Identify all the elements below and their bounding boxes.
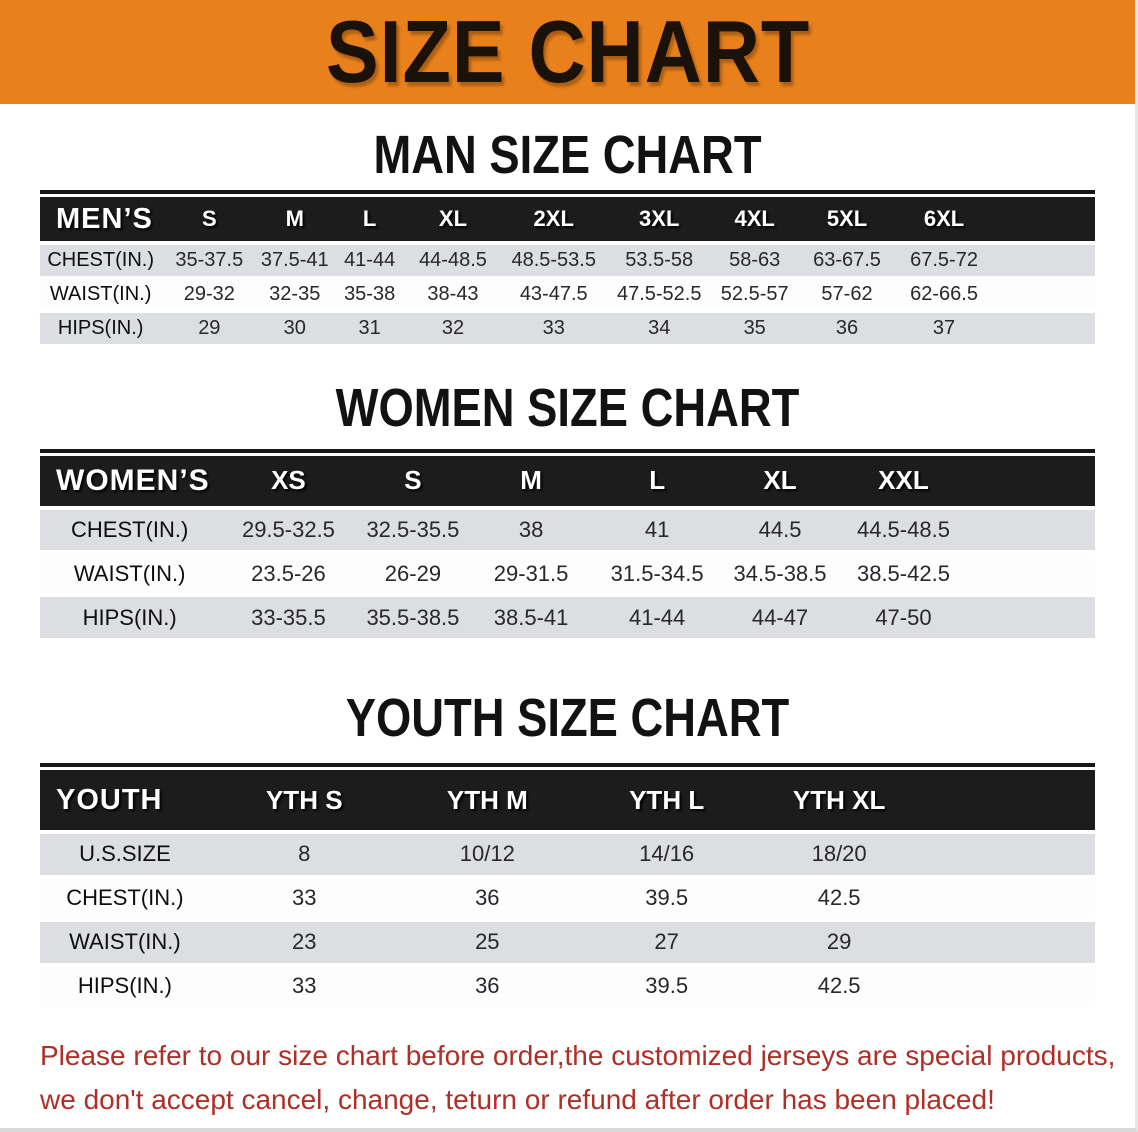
size-cell: 42.5 <box>757 876 921 920</box>
spacer-cell <box>967 552 1095 596</box>
size-column-header: 3XL <box>609 197 710 243</box>
size-cell: 57-62 <box>800 277 895 311</box>
size-cell: 52.5-57 <box>710 277 800 311</box>
size-cell: 35 <box>710 311 800 345</box>
size-column-header: XL <box>407 197 499 243</box>
spacer-cell <box>921 770 1095 832</box>
size-cell: 10/12 <box>399 832 576 876</box>
men-size-table <box>40 190 1095 347</box>
size-column-header: XL <box>720 456 839 508</box>
size-cell: 35-37.5 <box>161 243 257 277</box>
table-row <box>40 243 1095 277</box>
size-column-header: L <box>594 456 721 508</box>
men-section-heading: MAN SIZE CHART <box>373 125 762 185</box>
spacer-cell <box>994 197 1095 243</box>
size-cell: 44.5 <box>720 508 839 552</box>
size-cell: 37 <box>894 311 993 345</box>
size-cell: 48.5-53.5 <box>499 243 609 277</box>
table-corner-label: WOMEN’S <box>40 456 219 508</box>
size-cell: 32 <box>407 311 499 345</box>
size-cell: 53.5-58 <box>609 243 710 277</box>
table-corner-label: YOUTH <box>40 770 210 832</box>
size-column-header: 5XL <box>800 197 895 243</box>
spacer-cell <box>921 876 1095 920</box>
size-cell: 41 <box>594 508 721 552</box>
table-corner-label: MEN’S <box>40 197 161 243</box>
note-line: Please refer to our size chart before order,the customized jerseys are special products, <box>40 1039 1116 1071</box>
size-column-header: 4XL <box>710 197 800 243</box>
size-cell: 35.5-38.5 <box>358 596 469 640</box>
size-column-header: XS <box>219 456 357 508</box>
measure-row-label: HIPS(IN.) <box>40 311 161 345</box>
table-row <box>40 920 1095 964</box>
size-cell: 42.5 <box>757 964 921 1008</box>
youth-size-table <box>40 763 1095 1010</box>
size-cell: 58-63 <box>710 243 800 277</box>
spacer-cell <box>921 920 1095 964</box>
size-cell: 27 <box>576 920 757 964</box>
size-cell: 44-47 <box>720 596 839 640</box>
size-charts <box>0 125 1135 1010</box>
size-cell: 39.5 <box>576 964 757 1008</box>
youth-section-heading: YOUTH SIZE CHART <box>345 688 790 748</box>
size-cell: 31 <box>332 311 407 345</box>
spacer-cell <box>994 277 1095 311</box>
size-cell: 31.5-34.5 <box>594 552 721 596</box>
measure-row-label: CHEST(IN.) <box>40 243 161 277</box>
size-cell: 33 <box>499 311 609 345</box>
measure-row-label: CHEST(IN.) <box>40 508 219 552</box>
size-cell: 62-66.5 <box>894 277 993 311</box>
size-cell: 35-38 <box>332 277 407 311</box>
youth-size-section <box>0 688 1135 1010</box>
size-cell: 29 <box>757 920 921 964</box>
table-row <box>40 832 1095 876</box>
spacer-cell <box>994 311 1095 345</box>
size-column-header: YTH L <box>576 770 757 832</box>
size-column-header: M <box>257 197 332 243</box>
size-cell: 63-67.5 <box>800 243 895 277</box>
size-column-header: M <box>468 456 594 508</box>
size-cell: 26-29 <box>358 552 469 596</box>
size-cell: 25 <box>399 920 576 964</box>
size-cell: 29.5-32.5 <box>219 508 357 552</box>
size-cell: 34 <box>609 311 710 345</box>
spacer-cell <box>967 508 1095 552</box>
size-column-header: 2XL <box>499 197 609 243</box>
table-row <box>40 508 1095 552</box>
size-cell: 36 <box>800 311 895 345</box>
measure-row-label: WAIST(IN.) <box>40 920 210 964</box>
banner <box>0 0 1135 104</box>
measure-row-label: WAIST(IN.) <box>40 277 161 311</box>
measure-row-label: HIPS(IN.) <box>40 596 219 640</box>
size-cell: 43-47.5 <box>499 277 609 311</box>
size-cell: 47-50 <box>840 596 968 640</box>
table-row <box>40 876 1095 920</box>
size-cell: 36 <box>399 876 576 920</box>
size-cell: 34.5-38.5 <box>720 552 839 596</box>
size-column-header: YTH M <box>399 770 576 832</box>
men-size-section <box>0 125 1135 347</box>
spacer-cell <box>921 832 1095 876</box>
spacer-cell <box>967 456 1095 508</box>
size-cell: 23.5-26 <box>219 552 357 596</box>
order-note <box>40 1034 1116 1122</box>
size-cell: 29-32 <box>161 277 257 311</box>
table-row <box>40 552 1095 596</box>
size-cell: 29-31.5 <box>468 552 594 596</box>
size-cell: 44-48.5 <box>407 243 499 277</box>
size-cell: 8 <box>210 832 399 876</box>
size-cell: 38.5-42.5 <box>840 552 968 596</box>
size-cell: 41-44 <box>594 596 721 640</box>
table-header-row <box>40 456 1095 508</box>
table-row <box>40 277 1095 311</box>
size-cell: 47.5-52.5 <box>609 277 710 311</box>
spacer-cell <box>994 243 1095 277</box>
measure-row-label: WAIST(IN.) <box>40 552 219 596</box>
table-header-row <box>40 197 1095 243</box>
size-cell: 29 <box>161 311 257 345</box>
size-cell: 33 <box>210 876 399 920</box>
size-column-header: S <box>358 456 469 508</box>
table-row <box>40 964 1095 1008</box>
size-cell: 67.5-72 <box>894 243 993 277</box>
size-column-header: L <box>332 197 407 243</box>
size-cell: 18/20 <box>757 832 921 876</box>
banner-title: SIZE CHART <box>325 2 810 101</box>
women-size-section <box>0 377 1135 642</box>
size-column-header: 6XL <box>894 197 993 243</box>
size-cell: 41-44 <box>332 243 407 277</box>
spacer-cell <box>967 596 1095 640</box>
size-column-header: S <box>161 197 257 243</box>
note-line: we don't accept cancel, change, teturn or refund after order has been placed! <box>40 1083 995 1115</box>
size-cell: 14/16 <box>576 832 757 876</box>
size-cell: 38 <box>468 508 594 552</box>
size-cell: 38-43 <box>407 277 499 311</box>
table-header-row <box>40 770 1095 832</box>
size-cell: 33 <box>210 964 399 1008</box>
table-row <box>40 596 1095 640</box>
size-cell: 32.5-35.5 <box>358 508 469 552</box>
size-column-header: YTH S <box>210 770 399 832</box>
size-column-header: XXL <box>840 456 968 508</box>
spacer-cell <box>921 964 1095 1008</box>
table-row <box>40 311 1095 345</box>
size-cell: 23 <box>210 920 399 964</box>
size-cell: 37.5-41 <box>257 243 332 277</box>
measure-row-label: CHEST(IN.) <box>40 876 210 920</box>
size-cell: 38.5-41 <box>468 596 594 640</box>
size-cell: 30 <box>257 311 332 345</box>
size-cell: 36 <box>399 964 576 1008</box>
size-cell: 39.5 <box>576 876 757 920</box>
women-section-heading: WOMEN SIZE CHART <box>335 377 800 438</box>
measure-row-label: U.S.SIZE <box>40 832 210 876</box>
size-cell: 33-35.5 <box>219 596 357 640</box>
size-column-header: YTH XL <box>757 770 921 832</box>
size-cell: 44.5-48.5 <box>840 508 968 552</box>
measure-row-label: HIPS(IN.) <box>40 964 210 1008</box>
size-cell: 32-35 <box>257 277 332 311</box>
women-size-table <box>40 449 1095 642</box>
